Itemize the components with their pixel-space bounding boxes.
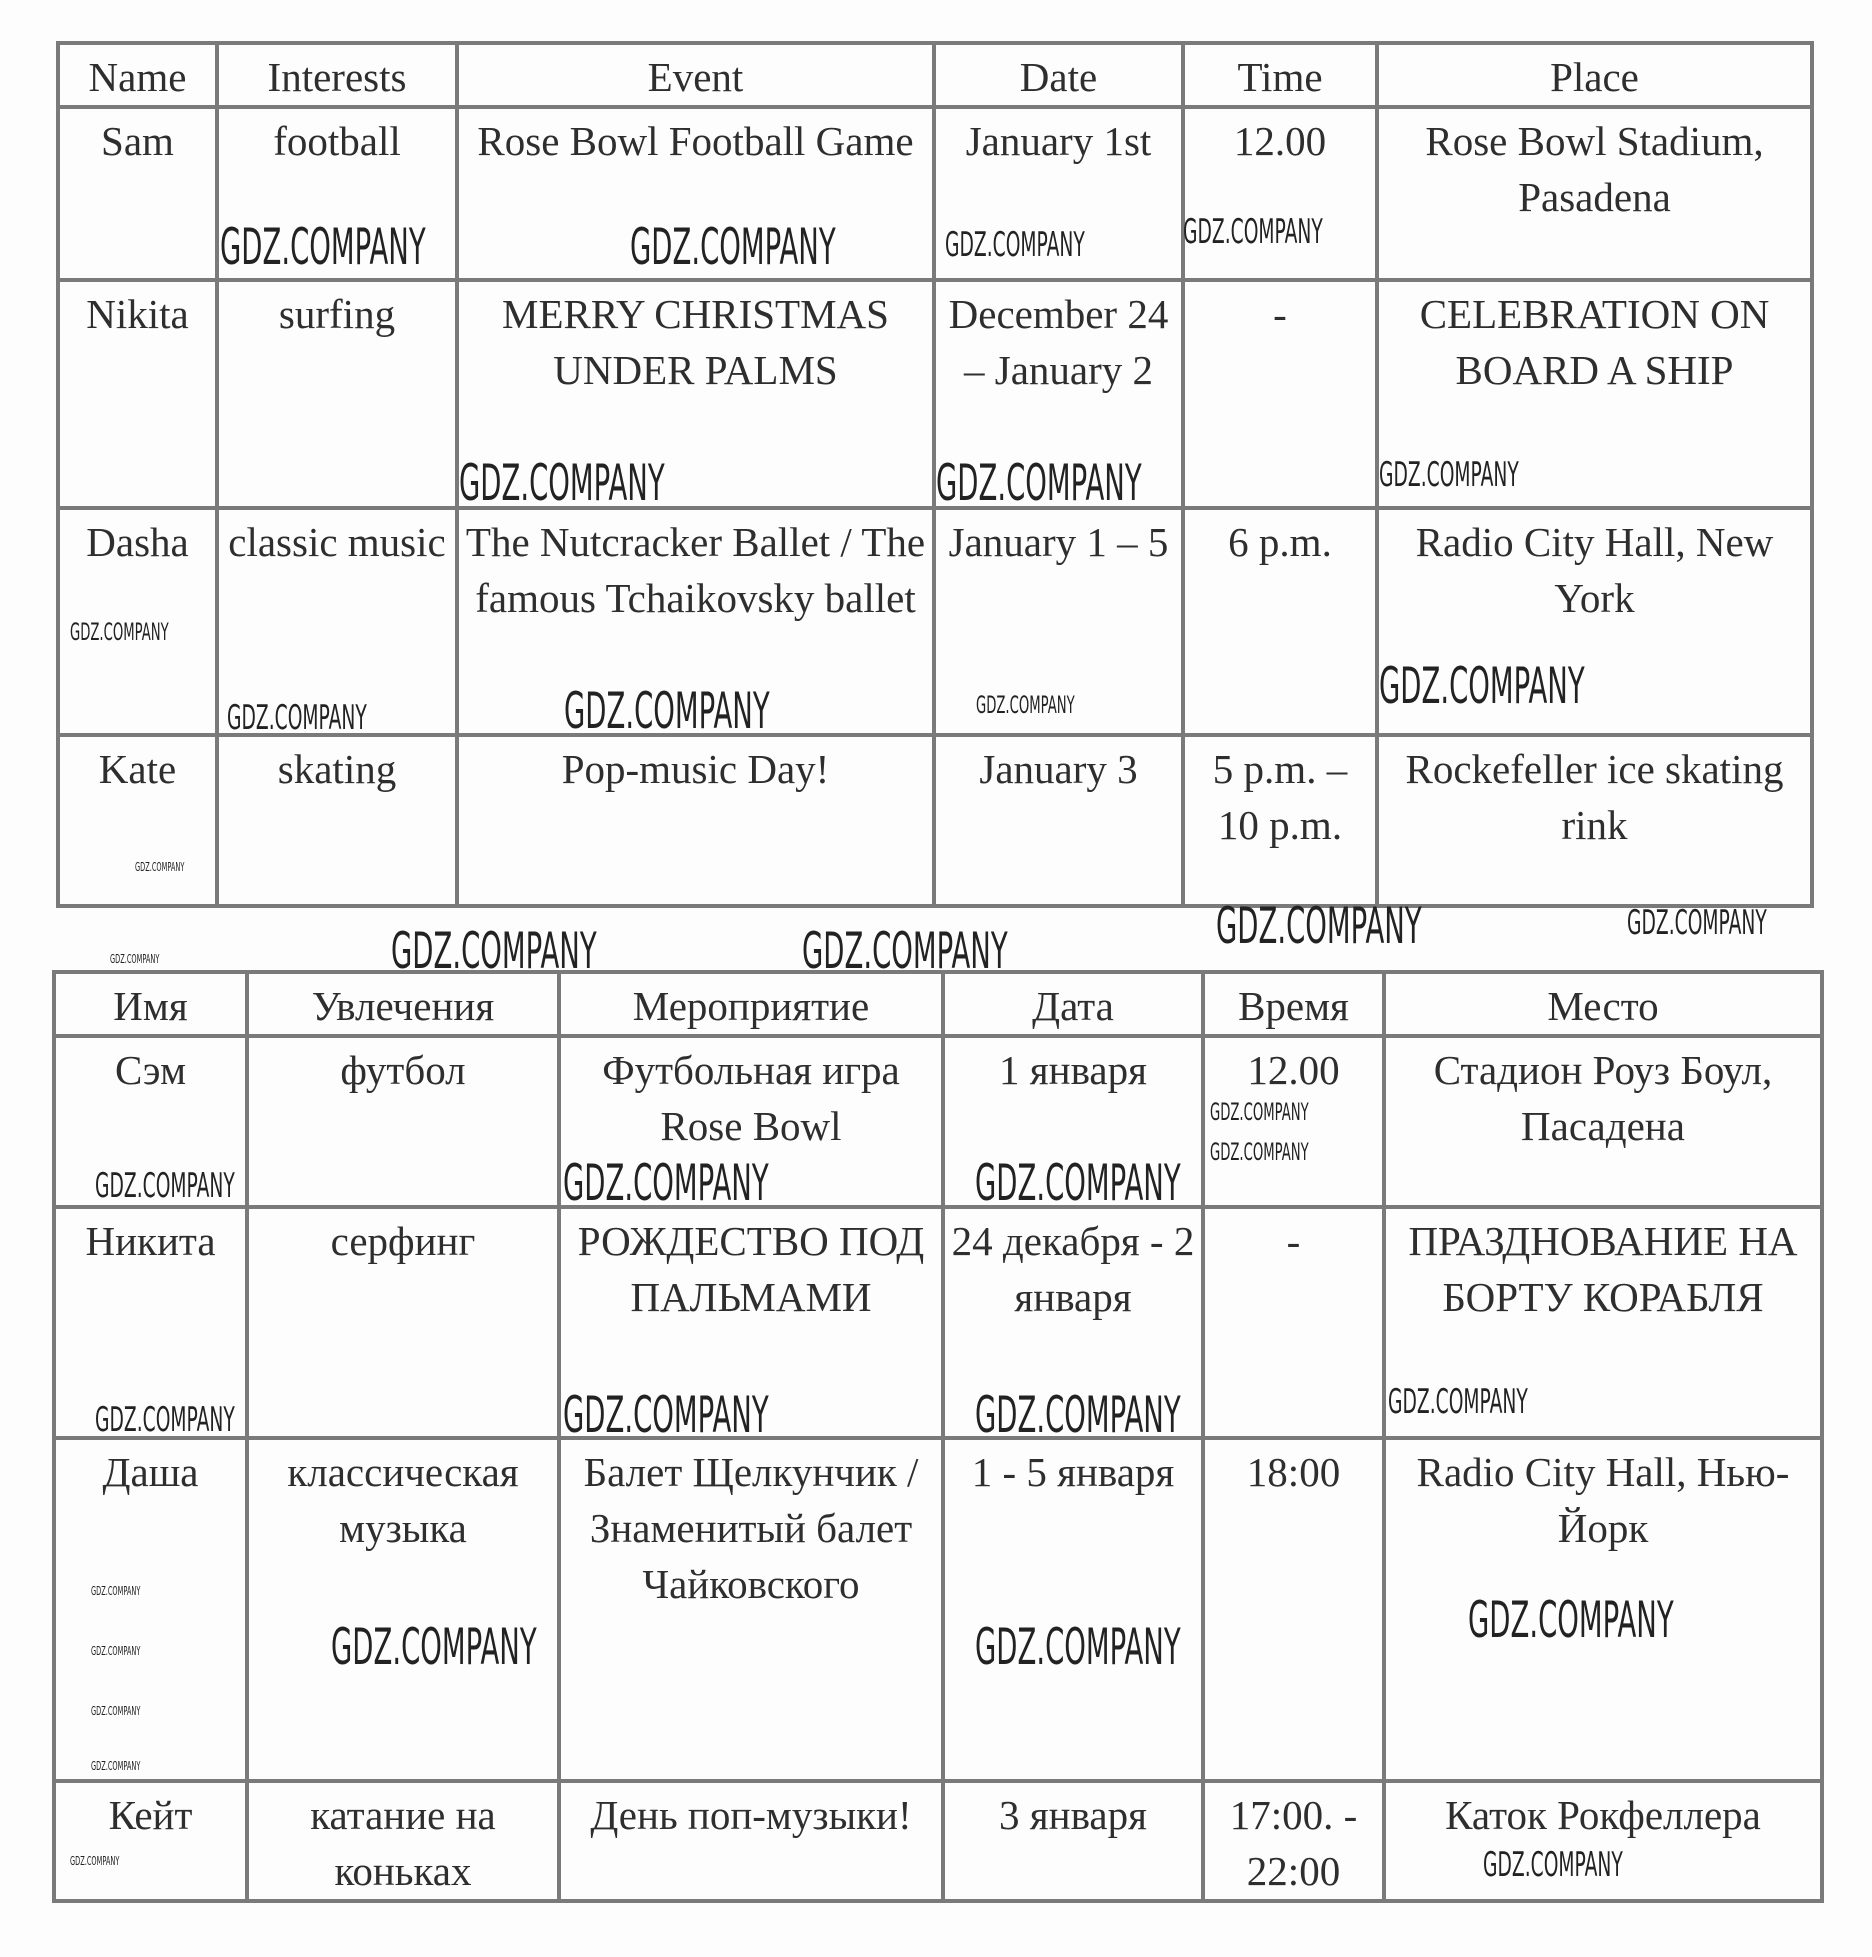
watermark-text: GDZ.COMPANY [1183,212,1323,252]
watermark-text: GDZ.COMPANY [630,218,836,276]
watermark-text: GDZ.COMPANY [563,1154,769,1212]
table-cell: 1 января [943,1036,1203,1207]
watermark-text: GDZ.COMPANY [331,1618,537,1676]
watermark-text: GDZ.COMPANY [95,1166,235,1206]
watermark-text: GDZ.COMPANY [110,952,160,966]
watermark-text: GDZ.COMPANY [220,218,426,276]
table-cell: ПРАЗДНОВАНИЕ НА БОРТУ КОРАБЛЯ [1384,1207,1822,1438]
column-header: Увлечения [247,972,559,1036]
watermark-text: GDZ.COMPANY [227,698,367,738]
watermark-text: GDZ.COMPANY [91,1704,141,1718]
watermark-text: GDZ.COMPANY [1483,1845,1623,1885]
watermark-text: GDZ.COMPANY [95,1400,235,1440]
watermark-text: GDZ.COMPANY [70,1854,120,1868]
table-cell: 24 декабря - 2 января [943,1207,1203,1438]
table-row [58,280,1812,508]
table-row [54,1036,1822,1207]
watermark-text: GDZ.COMPANY [975,1386,1181,1444]
table-cell: January 1 – 5 [934,508,1183,735]
table-cell: Сэм [54,1036,247,1207]
events-table-english [56,41,1814,908]
column-header: Time [1183,43,1377,107]
table-cell: January 3 [934,735,1183,906]
column-header: Время [1203,972,1384,1036]
column-header: Name [58,43,217,107]
watermark-text: GDZ.COMPANY [135,860,185,874]
table-cell: 5 p.m. – 10 p.m. [1183,735,1377,906]
column-header: Место [1384,972,1822,1036]
watermark-text: GDZ.COMPANY [70,618,169,646]
watermark-text: GDZ.COMPANY [1210,1138,1309,1166]
table-cell: December 24 – January 2 [934,280,1183,508]
table-cell: РОЖДЕСТВО ПОД ПАЛЬМАМИ [559,1207,943,1438]
table-row [58,735,1812,906]
table-cell: 3 января [943,1781,1203,1901]
table-row [54,1207,1822,1438]
header-row [58,43,1812,107]
header-row [54,972,1822,1036]
watermark-text: GDZ.COMPANY [459,454,665,512]
table-cell: Никита [54,1207,247,1438]
table-cell: Nikita [58,280,217,508]
watermark-text: GDZ.COMPANY [1379,455,1519,495]
watermark-text: GDZ.COMPANY [1210,1098,1309,1126]
table-cell: Стадион Роуз Боул, Пасадена [1384,1036,1822,1207]
column-header: Имя [54,972,247,1036]
table-cell: The Nutcracker Ballet / The famous Tchaikovsky ballet [457,508,934,735]
table-cell: Rose Bowl Stadium, Pasadena [1377,107,1812,280]
watermark-text: GDZ.COMPANY [975,1154,1181,1212]
table-body [58,43,1812,906]
watermark-text: GDZ.COMPANY [391,922,597,980]
table-cell: Dasha [58,508,217,735]
table-cell: Kate [58,735,217,906]
column-header: Place [1377,43,1812,107]
watermark-text: GDZ.COMPANY [1627,903,1767,943]
table-cell: Каток Рокфеллера [1384,1781,1822,1901]
watermark-text: GDZ.COMPANY [945,225,1085,265]
watermark-text: GDZ.COMPANY [936,454,1142,512]
watermark-text: GDZ.COMPANY [1468,1591,1674,1649]
table-cell: skating [217,735,457,906]
table-cell: 12.00 [1203,1036,1384,1207]
table-cell: MERRY CHRISTMAS UNDER PALMS [457,280,934,508]
table-cell: 1 - 5 января [943,1438,1203,1781]
table-cell: футбол [247,1036,559,1207]
watermark-text: GDZ.COMPANY [975,1618,1181,1676]
watermark-text: GDZ.COMPANY [802,922,1008,980]
column-header: Мероприятие [559,972,943,1036]
table-cell: Pop-music Day! [457,735,934,906]
table-cell: Rockefeller ice skating rink [1377,735,1812,906]
table-cell: Radio City Hall, New York [1377,508,1812,735]
table-cell: Rose Bowl Football Game [457,107,934,280]
column-header: Дата [943,972,1203,1036]
table-cell: 6 p.m. [1183,508,1377,735]
watermark-text: GDZ.COMPANY [1388,1382,1528,1422]
table-cell: Кейт [54,1781,247,1901]
table-cell: 12.00 [1183,107,1377,280]
table-cell: День поп-музыки! [559,1781,943,1901]
table-cell: classic music [217,508,457,735]
column-header: Event [457,43,934,107]
table-cell: Футбольная игра Rose Bowl [559,1036,943,1207]
table-cell: 18:00 [1203,1438,1384,1781]
watermark-text: GDZ.COMPANY [91,1759,141,1773]
column-header: Date [934,43,1183,107]
watermark-text: GDZ.COMPANY [563,1386,769,1444]
watermark-text: GDZ.COMPANY [1379,657,1585,715]
column-header: Interests [217,43,457,107]
table-cell: серфинг [247,1207,559,1438]
table-cell: - [1183,280,1377,508]
watermark-text: GDZ.COMPANY [976,691,1075,719]
table-cell: катание на коньках [247,1781,559,1901]
watermark-text: GDZ.COMPANY [1216,897,1422,955]
table-cell: Балет Щелкунчик / Знаменитый балет Чайковского [559,1438,943,1781]
watermark-text: GDZ.COMPANY [564,682,770,740]
table-cell: - [1203,1207,1384,1438]
table-cell: January 1st [934,107,1183,280]
events-table-russian [52,970,1824,1903]
table-cell: Sam [58,107,217,280]
watermark-text: GDZ.COMPANY [91,1644,141,1658]
table-cell: surfing [217,280,457,508]
table-cell: Даша [54,1438,247,1781]
table-cell: 17:00. - 22:00 [1203,1781,1384,1901]
table-cell: football [217,107,457,280]
watermark-text: GDZ.COMPANY [91,1584,141,1598]
table-cell: Radio City Hall, Нью-Йорк [1384,1438,1822,1781]
table-body [54,972,1822,1901]
table-cell: CELEBRATION ON BOARD A SHIP [1377,280,1812,508]
table-cell: классическая музыка [247,1438,559,1781]
